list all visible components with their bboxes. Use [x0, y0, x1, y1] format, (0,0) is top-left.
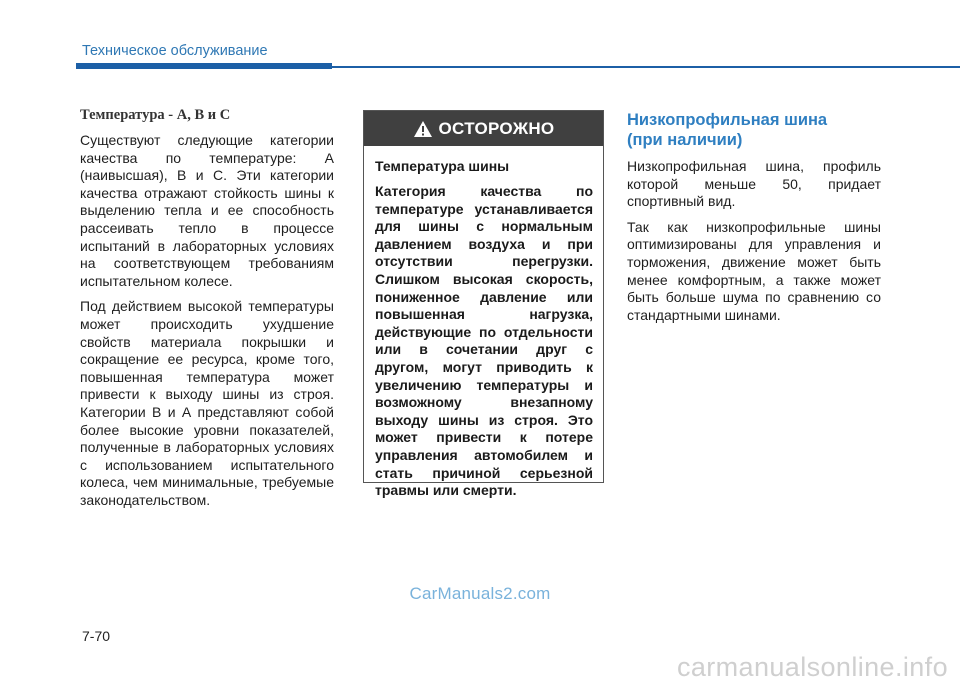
- header-rule-thick: [76, 63, 332, 69]
- right-column: [627, 110, 881, 332]
- warning-body: [364, 146, 603, 500]
- warning-text: Категория качества по температуре устанавливается для шины с нормальным давлением воздуха и при отсутствии перегрузки. Слишком высокая скорость, пониженное давление или повышенная нагрузка, действующие по отдельности или в сочетании друг с другом, могут приводить к увеличению температуры и возможному внезапному выходу шины из строя. Это может привести к потере управления автомобилем и стать причиной серьезной травмы или смерти.: [375, 183, 593, 499]
- watermark-carmanuals2: CarManuals2.com: [409, 584, 551, 603]
- watermark-carmanualsonline: carmanualsonline.info: [676, 652, 948, 682]
- section-title: Техническое обслуживание: [82, 43, 268, 59]
- temperature-subheading: Температура - А, В и С: [80, 107, 231, 123]
- low-profile-paragraph-2: Так как низкопрофильные шины оптимизированы для управления и торможения, движение может быть менее комфортным, а также может быть больше шума по сравнению со стандартными шинами.: [627, 218, 881, 323]
- warning-triangle-icon: [413, 120, 433, 138]
- low-profile-title: [627, 110, 881, 150]
- warning-header: [364, 111, 603, 146]
- low-profile-title-line-1: Низкопрофильная шина: [627, 111, 828, 129]
- low-profile-paragraph-1: Низкопрофильная шина, профиль которой меньше 50, придает спортивный вид.: [627, 158, 881, 210]
- low-profile-title-line-2: (при наличии): [627, 131, 743, 149]
- warning-title: Температура шины: [375, 158, 510, 174]
- temperature-paragraph-1: Существуют следующие категории качества по температуре: А (наивысшая), В и С. Эти категории качества отражают стойкость шины к выделению тепла и ее способность рассеивать тепло в процессе испытаний в лабораторных условиях на соответствующем требованиям испытательном колесе.: [80, 132, 334, 289]
- page-number: 7-70: [82, 628, 111, 644]
- warning-box: [363, 110, 604, 499]
- temperature-paragraph-2: Под действием высокой температуры может происходить ухудшение свойств материала покрышки и сокращение ее ресурса, кроме того, повышенная температура может привести к выходу шины из строя. Категории В и А представляют собой более высокие уровни показателей, полученные в лабораторных условиях с использованием испытательного колеса, чем минимальные, требуемые законодательством.: [80, 298, 334, 508]
- header-rule-thin: [332, 66, 960, 68]
- left-column: [80, 107, 334, 517]
- warning-label: ОСТОРОЖНО: [438, 118, 555, 138]
